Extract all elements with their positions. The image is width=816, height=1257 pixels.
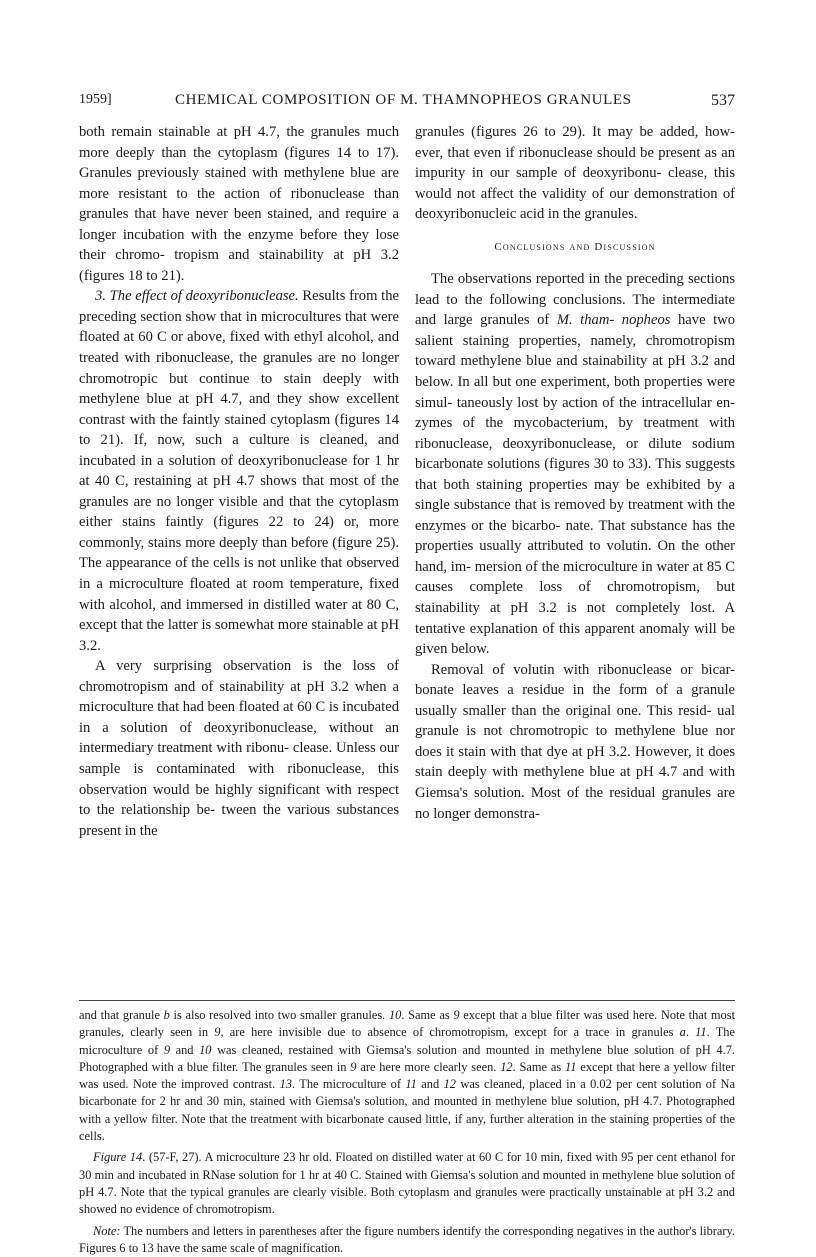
caption-text: . Same as <box>512 1059 566 1074</box>
caption-text: . The microculture of <box>291 1077 406 1092</box>
caption-text: are here more clearly seen. <box>356 1059 501 1074</box>
paragraph: Removal of volutin with ribonuclease or bicar- bonate leaves a residue in the form of a granule usually smaller than the original one. This resid- ual granule is not chromotropic to methylene blue nor does it stain with that dye at pH 3.2. However, it does stain deeply with methylene blue at pH 4.7 and with Giemsa's solution. Most of the residual granules are no longer demonstra- <box>415 661 735 822</box>
figure-ref: 9 <box>350 1059 357 1074</box>
running-title: CHEMICAL COMPOSITION OF M. THAMNOPHEOS GRANULES <box>175 92 632 108</box>
caption-text: and that granule <box>79 1008 164 1022</box>
caption-text: is also resolved into two smaller granules. <box>169 1008 389 1022</box>
figure-label: Figure 14 <box>93 1150 143 1165</box>
caption-text: . The microculture of <box>79 1025 735 1057</box>
caption-text: , are here invisible due to absence of chromotropism, except for a trace in granules <box>220 1025 680 1040</box>
caption-text: and <box>170 1042 200 1057</box>
paragraph-text: have two salient staining properties, namely, chromotropism toward methylene blue and stainability at pH 3.2 and below. In all but one experiment, both properties were simul- taneously lost by action of the intracellular en- zymes of the mycobacterium, by treatment with ribonuclease, deoxyribonuclease, or dilute sodium bicarbonate solutions (figures 30 to 33). This suggests that both staining properties may be exhibited by a single substance that is removed by treatment with the enzymes or the bicarbo- nate. That substance has the properties usually attributed to volutin. On the other hand, im- mersion of the microculture in water at 85 C causes complete loss of chromotropism, but stainability at pH 3.2 is not completely lost. A tentative explanation of this apparent anomaly will be given below. <box>415 312 735 658</box>
volume-year: 1959] <box>79 92 112 107</box>
section-heading: Conclusions and Discussion <box>494 240 656 253</box>
figure-ref: 12 <box>443 1077 456 1092</box>
subsection-heading: 3. The effect of deoxyribonuclease. <box>95 288 299 305</box>
paragraph-text: The observations reported in the preceding sections lead to the following conclusions. The intermediate and large granules of <box>415 271 735 329</box>
left-column <box>79 122 399 841</box>
figure-ref: 11 <box>565 1059 577 1074</box>
paragraph <box>415 269 735 659</box>
figure-captions <box>79 1007 735 1257</box>
note-label: Note: <box>93 1223 121 1238</box>
caption-text: except that a blue filter was used here. Note that most granules, clearly seen in <box>79 1008 736 1040</box>
caption-note <box>79 1223 735 1257</box>
caption-continued <box>79 1007 735 1145</box>
paragraph-text: Results from the preceding section show that in microcultures that were floated at 60 C or above, fixed with ethyl alcohol, and treated with ribonuclease, the granules are no longer chromotropic but continue to stain deeply with methylene blue at pH 4.7, and they show excellent contrast with the faintly stained cytoplasm (figures 14 to 21). If, now, such a culture is cleaned, and incubated in a solution of deoxyribonuclease for 1 hr at 40 C, restaining at pH 4.7 shows that most of the granules are no longer visible and that the cytoplasm either stains faintly (figures 22 to 24) or, more commonly, stains more deeply than before (figure 25). The appearance of the cells is not unlike that observed in a microculture floated at room temperature, fixed with alcohol, and immersed in distilled water at 80 C, except that the latter is somewhat more stainable at pH 3.2. <box>79 288 399 654</box>
caption-text: . Same as <box>401 1008 454 1022</box>
paragraph: A very surprising observation is the loss of chromotropism and of stainability at pH 3.2 when a microculture that had been floated at 60 C is incubated in a solution of deoxyribonuclease, without an intermediary treatment with ribonu- clease. Unless our sample is contaminated with ribonuclease, this observation would be highly significant with respect to the relationship be- tween the various substances present in the <box>79 658 399 839</box>
figure-ref: 9 <box>453 1008 460 1022</box>
caption-text: was cleaned, restained with Giemsa's solution and mounted in methylene blue solution of pH 4.7. Photographed with a blue filter. The granules seen in <box>79 1042 735 1074</box>
caption-text: . (57-F, 27). A microculture 23 hr old. Floated on distilled water at 60 C for 10 min, fixed with 95 per cent ethanol for 30 min and incubated in RNase solution for 1 hr at 40 C. Stained with Giemsa's solution and mounted in methylene blue solution of pH 4.7. Note that the typical granules are clearly visible. Both cytoplasm and granules were practically unstainable at pH 3.2 and showed no evidence of chromotropism. <box>79 1150 735 1217</box>
figure-ref: 9 <box>214 1025 221 1040</box>
figure-number: 12 <box>500 1059 513 1074</box>
page-number: 537 <box>711 92 735 109</box>
paragraph: both remain stainable at pH 4.7, the granules much more deeply than the cytoplasm (figures 14 to 17). Granules previously stained with methylene blue are more resistant to the action of ribonuclease than granules that have never been stained, and require a longer incubation with the enzyme before they lose their chromo- tropism and stainability at pH 3.2 (figures 18 to 21). <box>79 124 399 284</box>
caption-text: except that here a yellow filter was used. Note the improved contrast. <box>79 1059 735 1092</box>
caption-text: and <box>416 1077 444 1092</box>
right-column <box>415 122 735 824</box>
caption-figure-14 <box>79 1149 735 1218</box>
species-name: M. tham- nopheos <box>556 312 671 329</box>
granule-letter: a <box>679 1025 686 1040</box>
caption-text: . <box>685 1025 696 1040</box>
running-head <box>79 92 735 112</box>
caption-text: was cleaned, placed in a 0.02 per cent solution of Na bicarbonate for 2 hr and 30 min, stained with Giemsa's solution, and mounted in methylene blue solution, pH 4.7. Photographed with a yellow filter. Note that the treatment with bicarbonate caused little, if any, further alteration in the staining properties of the cells. <box>79 1077 735 1144</box>
caption-text: The numbers and letters in parentheses after the figure numbers identify the corresponding negatives in the author's library. Figures 6 to 13 have the same scale of magnification. <box>79 1223 735 1255</box>
figure-ref: 11 <box>405 1077 417 1092</box>
caption-divider <box>79 1000 735 1001</box>
paragraph: granules (figures 26 to 29). It may be added, how- ever, that even if ribonuclease should be present as an impurity in our sample of deoxyribonu- clease, this would not affect the validity of our demonstration of deoxyribonucleic acid in the granules. <box>415 124 735 223</box>
figure-ref: 9 <box>163 1042 171 1057</box>
granule-letter: b <box>163 1008 170 1022</box>
figure-ref: 10 <box>199 1042 212 1057</box>
paragraph <box>79 286 399 656</box>
figure-number: 11 <box>695 1025 707 1040</box>
figure-number: 13 <box>279 1077 292 1092</box>
figure-number: 10 <box>388 1008 402 1022</box>
